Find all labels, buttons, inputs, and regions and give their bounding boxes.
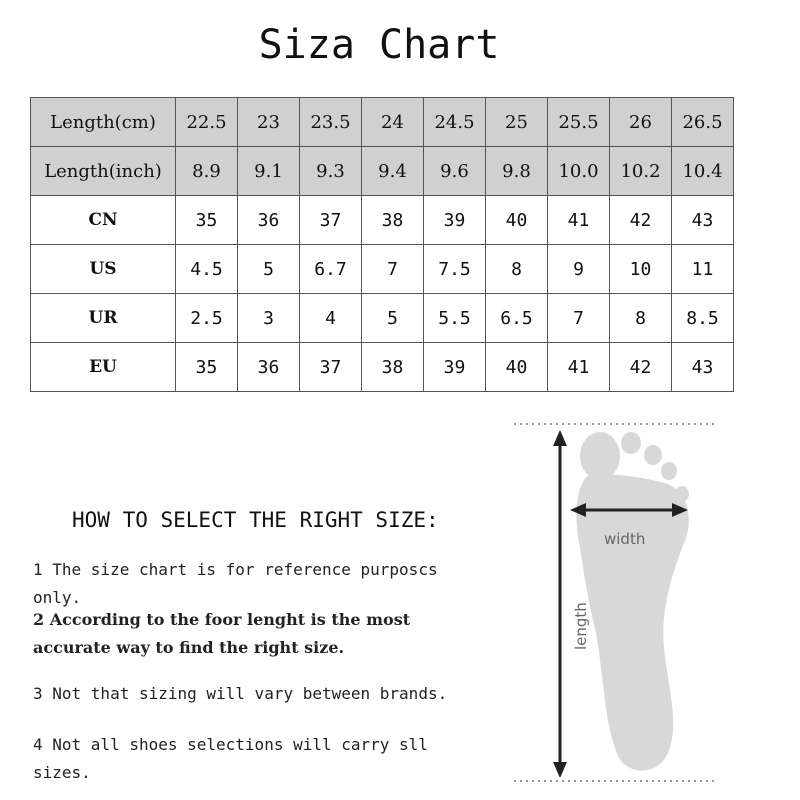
table-cell: 5 <box>362 294 424 343</box>
table-cell: 2.5 <box>176 294 238 343</box>
table-cell: 8.9 <box>176 147 238 196</box>
table-cell: 22.5 <box>176 98 238 147</box>
table-cell: 6.5 <box>486 294 548 343</box>
table-row <box>31 343 734 392</box>
tip-1: 1 The size chart is for reference purposcs only. <box>33 560 438 607</box>
table-cell: 23 <box>238 98 300 147</box>
row-label: Length(inch) <box>31 147 176 196</box>
table-cell: 9.1 <box>238 147 300 196</box>
table-cell: 25.5 <box>548 98 610 147</box>
table-cell: 39 <box>424 196 486 245</box>
table-cell: 23.5 <box>300 98 362 147</box>
table-cell: 40 <box>486 196 548 245</box>
width-label: width <box>604 530 646 548</box>
table-cell: 39 <box>424 343 486 392</box>
table-cell: 37 <box>300 343 362 392</box>
table-cell: 11 <box>672 245 734 294</box>
row-label: US <box>31 245 176 294</box>
table-row <box>31 245 734 294</box>
table-cell: 5.5 <box>424 294 486 343</box>
row-label: EU <box>31 343 176 392</box>
table-cell: 37 <box>300 196 362 245</box>
table-cell: 5 <box>238 245 300 294</box>
table-cell: 40 <box>486 343 548 392</box>
length-arrow <box>553 430 567 778</box>
table-cell: 8 <box>610 294 672 343</box>
table-cell: 36 <box>238 196 300 245</box>
row-label: CN <box>31 196 176 245</box>
table-cell: 7 <box>362 245 424 294</box>
table-cell: 9 <box>548 245 610 294</box>
table-cell: 9.8 <box>486 147 548 196</box>
table-cell: 38 <box>362 343 424 392</box>
table-cell: 26 <box>610 98 672 147</box>
size-table <box>30 97 734 392</box>
table-cell: 3 <box>238 294 300 343</box>
foot-icon <box>576 432 689 771</box>
table-cell: 10.4 <box>672 147 734 196</box>
table-cell: 38 <box>362 196 424 245</box>
table-cell: 10.0 <box>548 147 610 196</box>
guide-heading: HOW TO SELECT THE RIGHT SIZE: <box>72 508 439 532</box>
table-cell: 4 <box>300 294 362 343</box>
row-label: Length(cm) <box>31 98 176 147</box>
table-cell: 35 <box>176 343 238 392</box>
table-cell: 10.2 <box>610 147 672 196</box>
tip-3: 3 Not that sizing will vary between brands. <box>33 684 448 703</box>
table-cell: 9.3 <box>300 147 362 196</box>
table-row <box>31 98 734 147</box>
table-cell: 42 <box>610 343 672 392</box>
table-row <box>31 196 734 245</box>
table-cell: 26.5 <box>672 98 734 147</box>
table-cell: 9.6 <box>424 147 486 196</box>
tip-4: 4 Not all shoes selections will carry sll sizes. <box>33 735 428 782</box>
table-cell: 6.7 <box>300 245 362 294</box>
foot-measure-diagram <box>508 418 728 790</box>
table-cell: 41 <box>548 343 610 392</box>
table-cell: 36 <box>238 343 300 392</box>
table-cell: 7.5 <box>424 245 486 294</box>
table-cell: 43 <box>672 343 734 392</box>
length-label: length <box>572 602 590 650</box>
table-cell: 8 <box>486 245 548 294</box>
table-cell: 41 <box>548 196 610 245</box>
tip-2: 2 According to the foor lenght is the most accurate way to find the right size. <box>33 610 411 657</box>
table-cell: 8.5 <box>672 294 734 343</box>
table-cell: 7 <box>548 294 610 343</box>
table-cell: 24.5 <box>424 98 486 147</box>
table-cell: 43 <box>672 196 734 245</box>
table-cell: 35 <box>176 196 238 245</box>
table-row <box>31 294 734 343</box>
page-title: Siza Chart <box>258 22 500 68</box>
table-cell: 9.4 <box>362 147 424 196</box>
row-label: UR <box>31 294 176 343</box>
table-cell: 10 <box>610 245 672 294</box>
table-cell: 24 <box>362 98 424 147</box>
table-cell: 25 <box>486 98 548 147</box>
table-row <box>31 147 734 196</box>
table-cell: 42 <box>610 196 672 245</box>
table-cell: 4.5 <box>176 245 238 294</box>
